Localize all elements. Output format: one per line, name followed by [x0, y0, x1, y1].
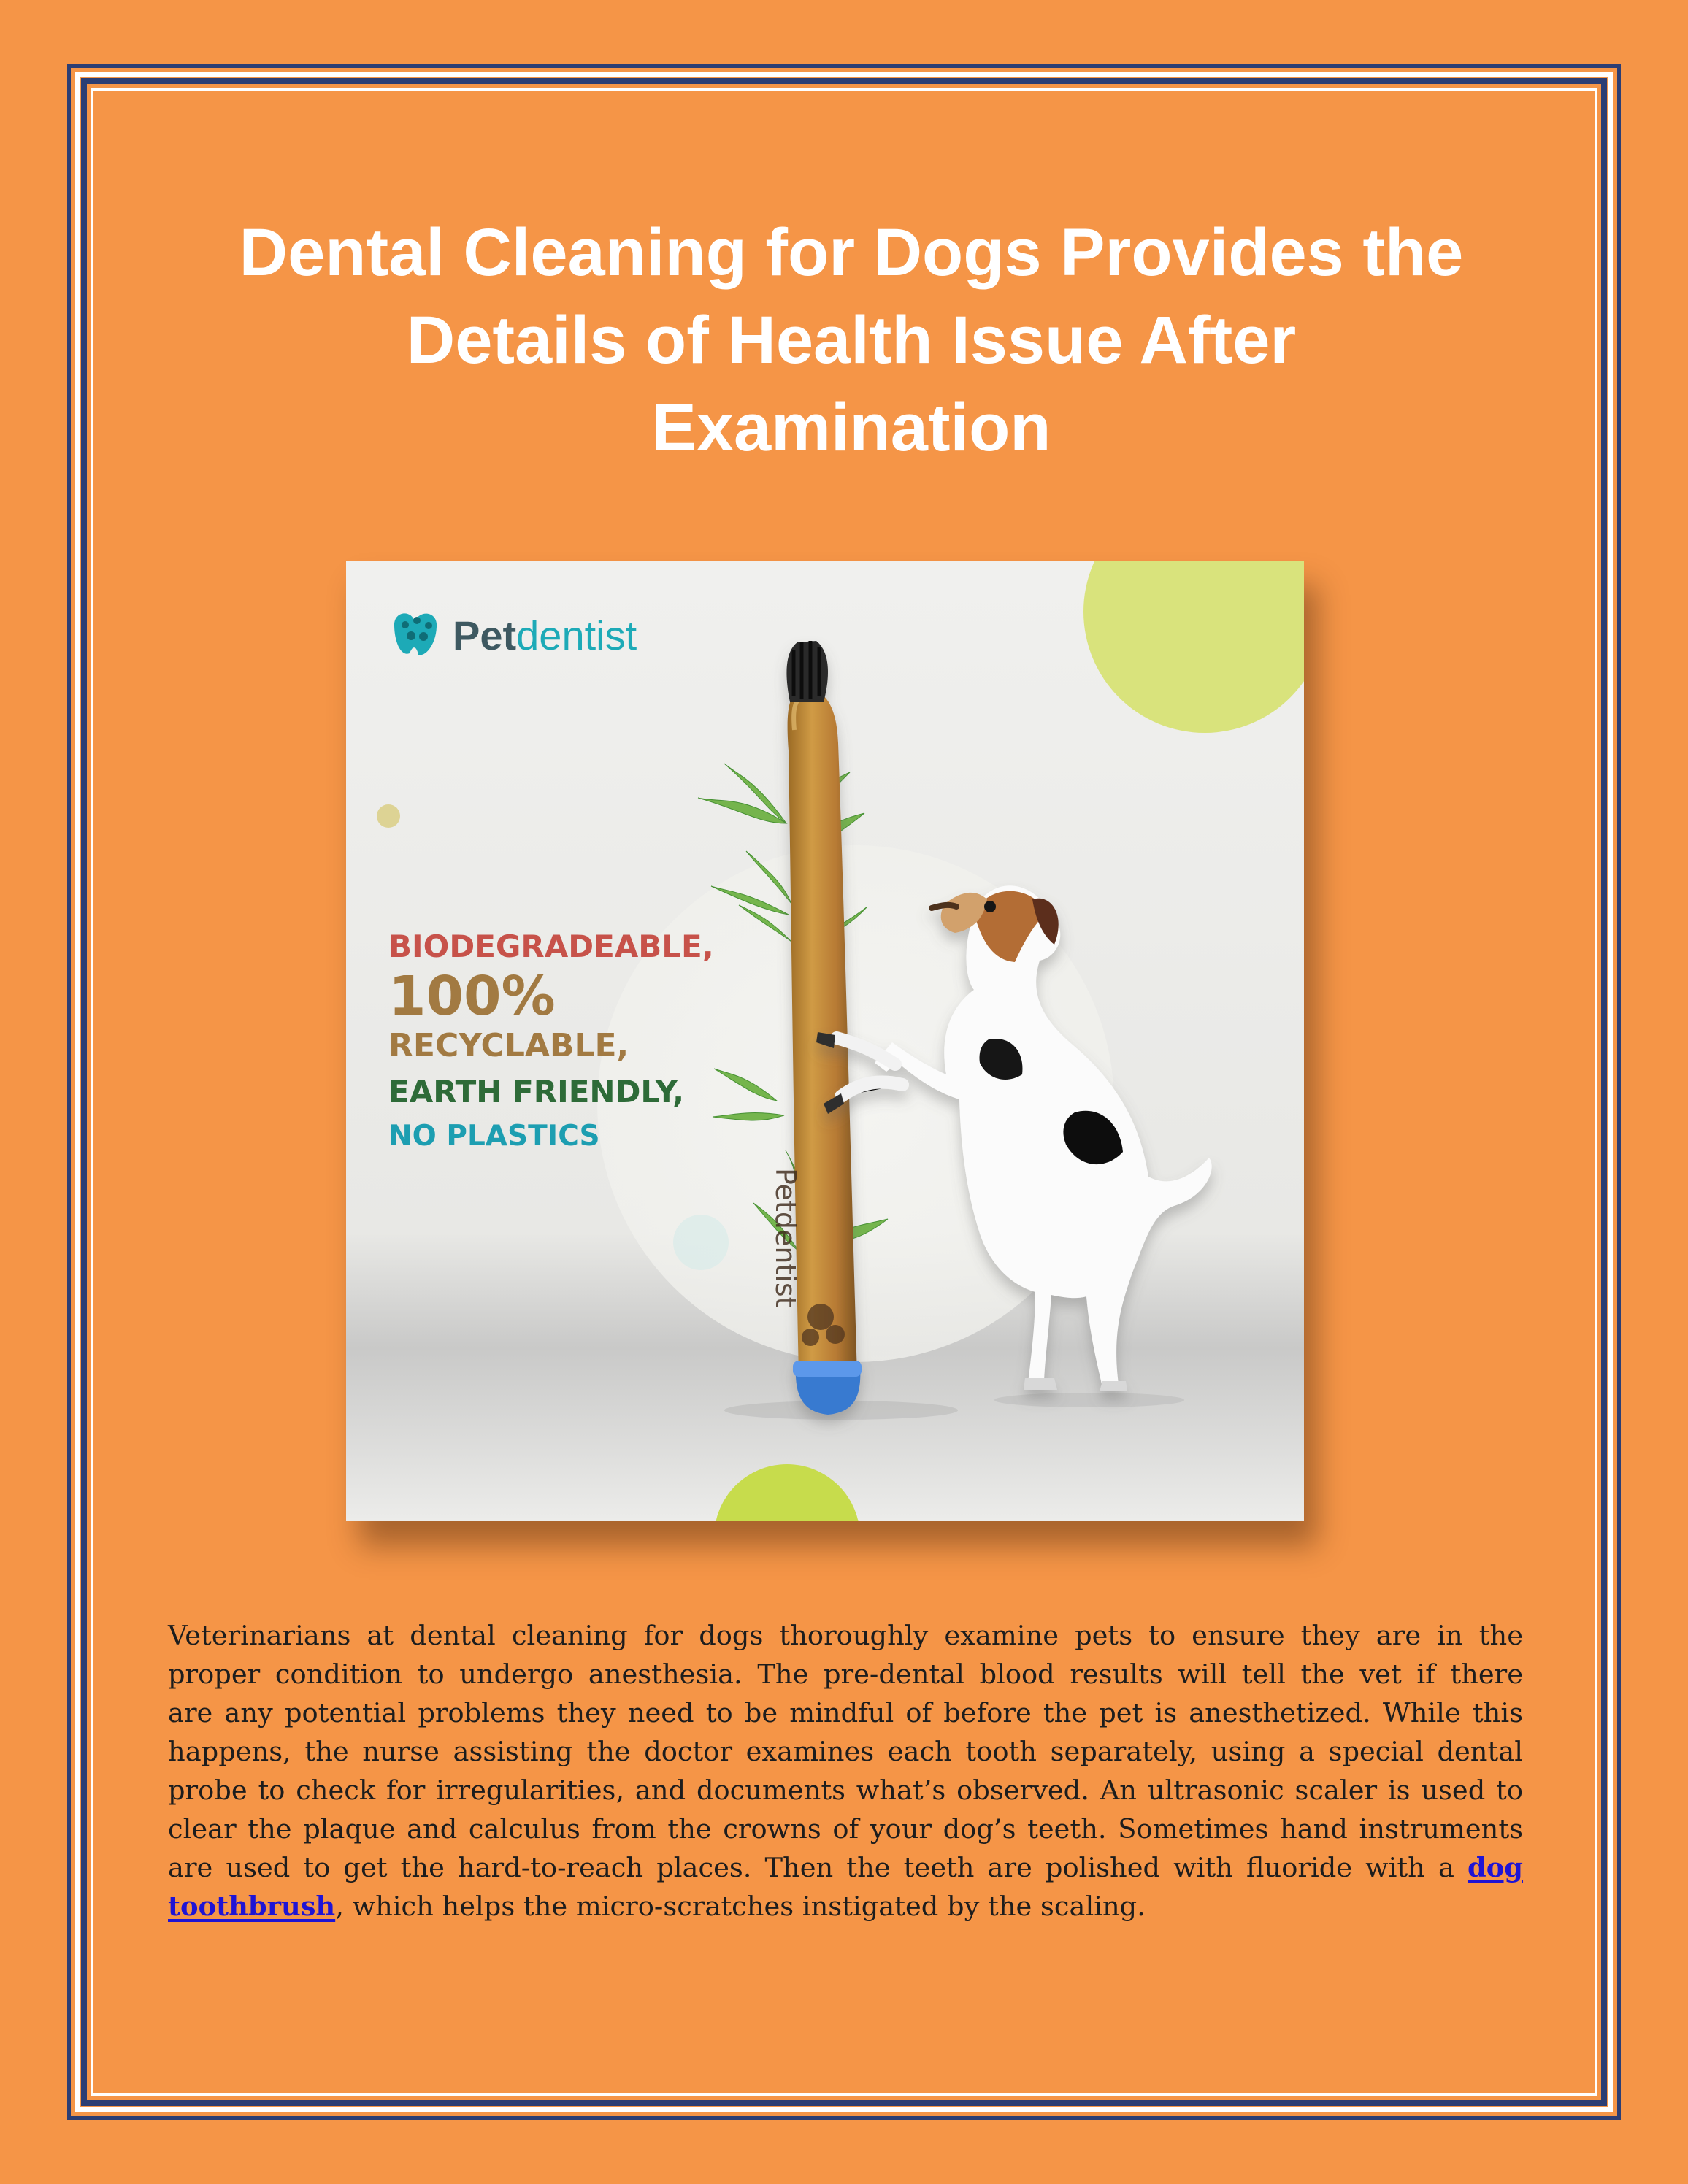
body-line-5: probe to check for irregularities, and documents what’s observed. An ultrasonic scaler is used to	[168, 1774, 1523, 1806]
dog-link[interactable]: dog	[1467, 1851, 1523, 1883]
benefit-no-plastics: NO PLASTICS	[388, 1120, 600, 1153]
dog-toothbrush-product-image	[346, 561, 1304, 1521]
brand-name-pet: Pet	[453, 612, 517, 658]
benefit-biodegradeable: BIODEGRADEABLE,	[388, 928, 714, 964]
body-line-3: are any potential problems they need to be mindful of before the pet is anesthetized. While this	[168, 1697, 1523, 1729]
product-benefits-text	[388, 927, 732, 1156]
body-line-8	[168, 1887, 1523, 1926]
toothbrush-brand-label: Petdentist	[770, 1168, 802, 1308]
article-body	[168, 1616, 1523, 1926]
body-line-6: clear the plaque and calculus from the crowns of your dog’s teeth. Sometimes hand instruments	[168, 1813, 1523, 1845]
brand-name-dentist: dentist	[516, 612, 637, 658]
body-line-4: happens, the nurse assisting the doctor examines each tooth separately, using a special dental	[168, 1736, 1523, 1767]
title-line-1: Dental Cleaning for Dogs Provides the	[239, 215, 1464, 290]
paw-tooth-icon	[388, 607, 444, 661]
benefit-earth-friendly: EARTH FRIENDLY,	[388, 1074, 685, 1110]
body-line-7-text: are used to get the hard-to-reach places. Then the teeth are polished with fluoride with a	[168, 1852, 1454, 1883]
petdentist-logo	[388, 607, 651, 666]
body-line-7	[168, 1848, 1523, 1887]
benefit-percent: 100%	[388, 965, 556, 1028]
title-line-2: Details of Health Issue After	[406, 303, 1297, 377]
benefit-recyclable: RECYCLABLE,	[388, 1027, 629, 1064]
body-line-2: proper condition to undergo anesthesia. The pre-dental blood results will tell the vet if there	[168, 1658, 1523, 1690]
body-line-1: Veterinarians at dental cleaning for dogs thoroughly examine pets to ensure they are in the	[168, 1620, 1523, 1651]
toothbrush-link[interactable]: toothbrush	[168, 1890, 336, 1922]
brand-name	[453, 612, 637, 658]
body-line-8-text: , which helps the micro-scratches instigated by the scaling.	[335, 1891, 1146, 1922]
title-line-3: Examination	[651, 391, 1051, 465]
page-title	[175, 209, 1527, 472]
